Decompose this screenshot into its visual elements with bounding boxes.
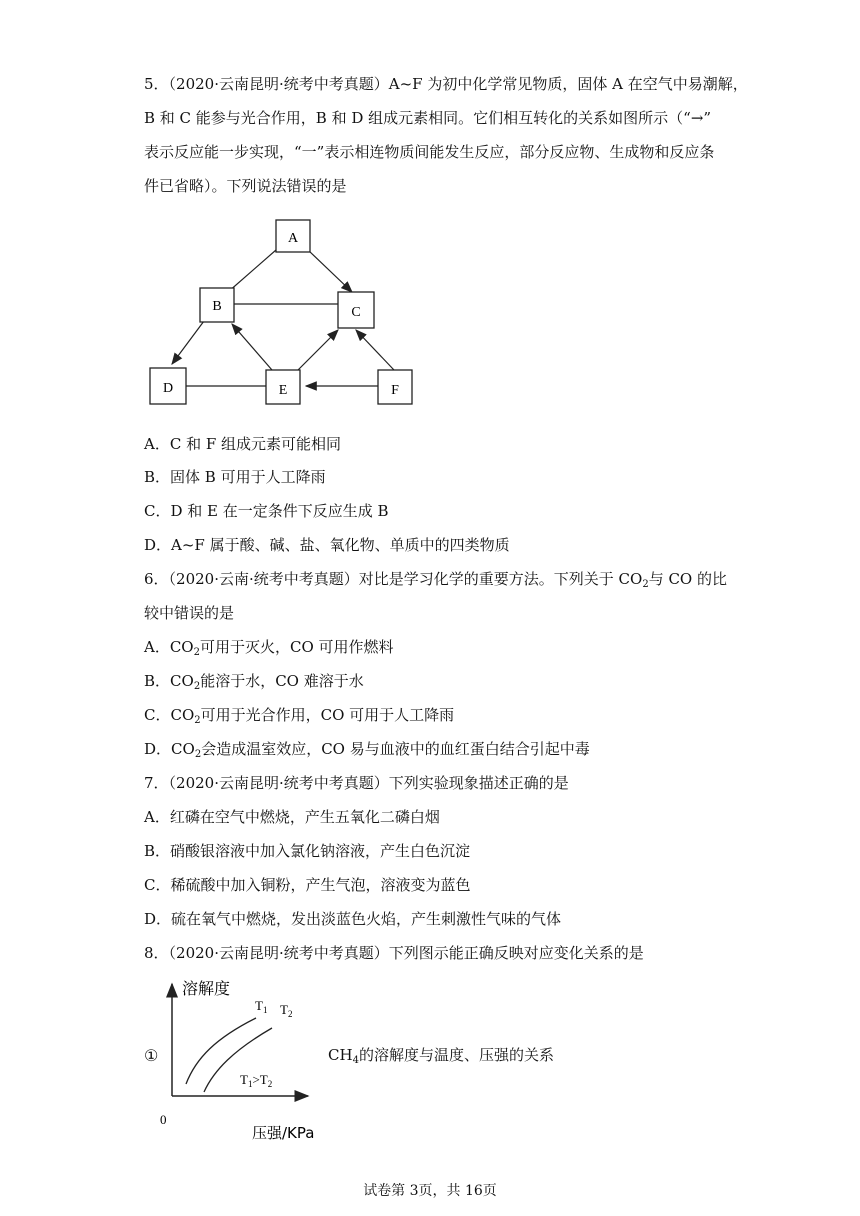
q5-relation-diagram [146,218,416,410]
node-b [200,288,234,322]
node-f [378,370,412,404]
q5-stem-line1: 5．（2020·云南昆明·统考中考真题）A~F 为初中化学常见物质，固体 A 在空气中易潮解， [144,75,748,93]
q8-item-marker: ① [144,1046,159,1065]
q8-item-description: $CH_4$的溶解度与温度、压强的关系 [328,1046,554,1066]
node-e [266,370,300,404]
q6-stem-line1: 6．（2020·云南·统考中考真题）对比是学习化学的重要方法。下列关于 $CO_2$与 CO 的比 [144,570,727,590]
q8-solubility-graph [140,978,340,1142]
arrow-f-c [356,330,394,370]
node-c [338,292,374,328]
y-axis-label: 溶解度 [182,979,231,998]
q7-stem: 7．（2020·云南昆明·统考中考真题）下列实验现象描述正确的是 [144,774,569,792]
arrow-a-c [308,250,352,292]
q5-stem-line3: 表示反应能一步实现，“一”表示相连物质间能发生反应，部分反应物、生成物和反应条 [144,143,715,161]
q8-stem: 8．（2020·云南昆明·统考中考真题）下列图示能正确反映对应变化关系的是 [144,944,644,962]
x-axis-label: 压强/KPa [252,1124,315,1142]
label-t2: $T_2$ [280,1002,293,1019]
svg-text:B: B [212,299,222,314]
svg-text:A: A [287,231,299,246]
label-relation: $T_1>T_2$ [240,1072,273,1089]
q6-option-a: A．$CO_2$可用于灭火，CO 可用作燃料 [144,638,394,658]
q6-option-b: B．$CO_2$能溶于水，CO 难溶于水 [144,672,364,692]
svg-text:F: F [391,383,399,398]
svg-text:D: D [162,381,174,396]
q5-option-c: C．D 和 E 在一定条件下反应生成 B [144,502,389,520]
arrow-e-c [298,330,338,370]
svg-text:E: E [278,383,288,398]
node-d [150,368,186,404]
q6-option-d: D．$CO_2$会造成温室效应，CO 易与血液中的血红蛋白结合引起中毒 [144,740,590,760]
q7-option-d: D．硫在氧气中燃烧，发出淡蓝色火焰，产生刺激性气味的气体 [144,910,562,928]
node-a [276,220,310,252]
q6-option-c: C．$CO_2$可用于光合作用，CO 可用于人工降雨 [144,706,455,726]
q5-option-a: A．C 和 F 组成元素可能相同 [144,435,342,453]
q7-option-b: B．硝酸银溶液中加入氯化钠溶液，产生白色沉淀 [144,842,471,860]
q6-stem-line2: 较中错误的是 [144,604,235,622]
q5-option-b: B．固体 B 可用于人工降雨 [144,468,326,486]
q5-option-d: D．A~F 属于酸、碱、盐、氧化物、单质中的四类物质 [144,536,510,554]
arrow-b-d [172,321,204,364]
origin-label: 0 [160,1112,167,1127]
svg-text:C: C [351,305,361,320]
q7-option-c: C．稀硫酸中加入铜粉，产生气泡，溶液变为蓝色 [144,876,471,894]
page-footer: 试卷第 3页，共 16页 [363,1183,497,1199]
q5-stem-line4: 件已省略）。下列说法错误的是 [144,177,347,195]
label-t1: $T_1$ [255,998,268,1015]
q7-option-a: A．红磷在空气中燃烧，产生五氧化二磷白烟 [144,808,440,826]
arrow-e-b [232,324,272,370]
link-a-b [228,250,276,292]
q5-stem-line2: B 和 C 能参与光合作用，B 和 D 组成元素相同。它们相互转化的关系如图所示（“→” [144,109,712,127]
